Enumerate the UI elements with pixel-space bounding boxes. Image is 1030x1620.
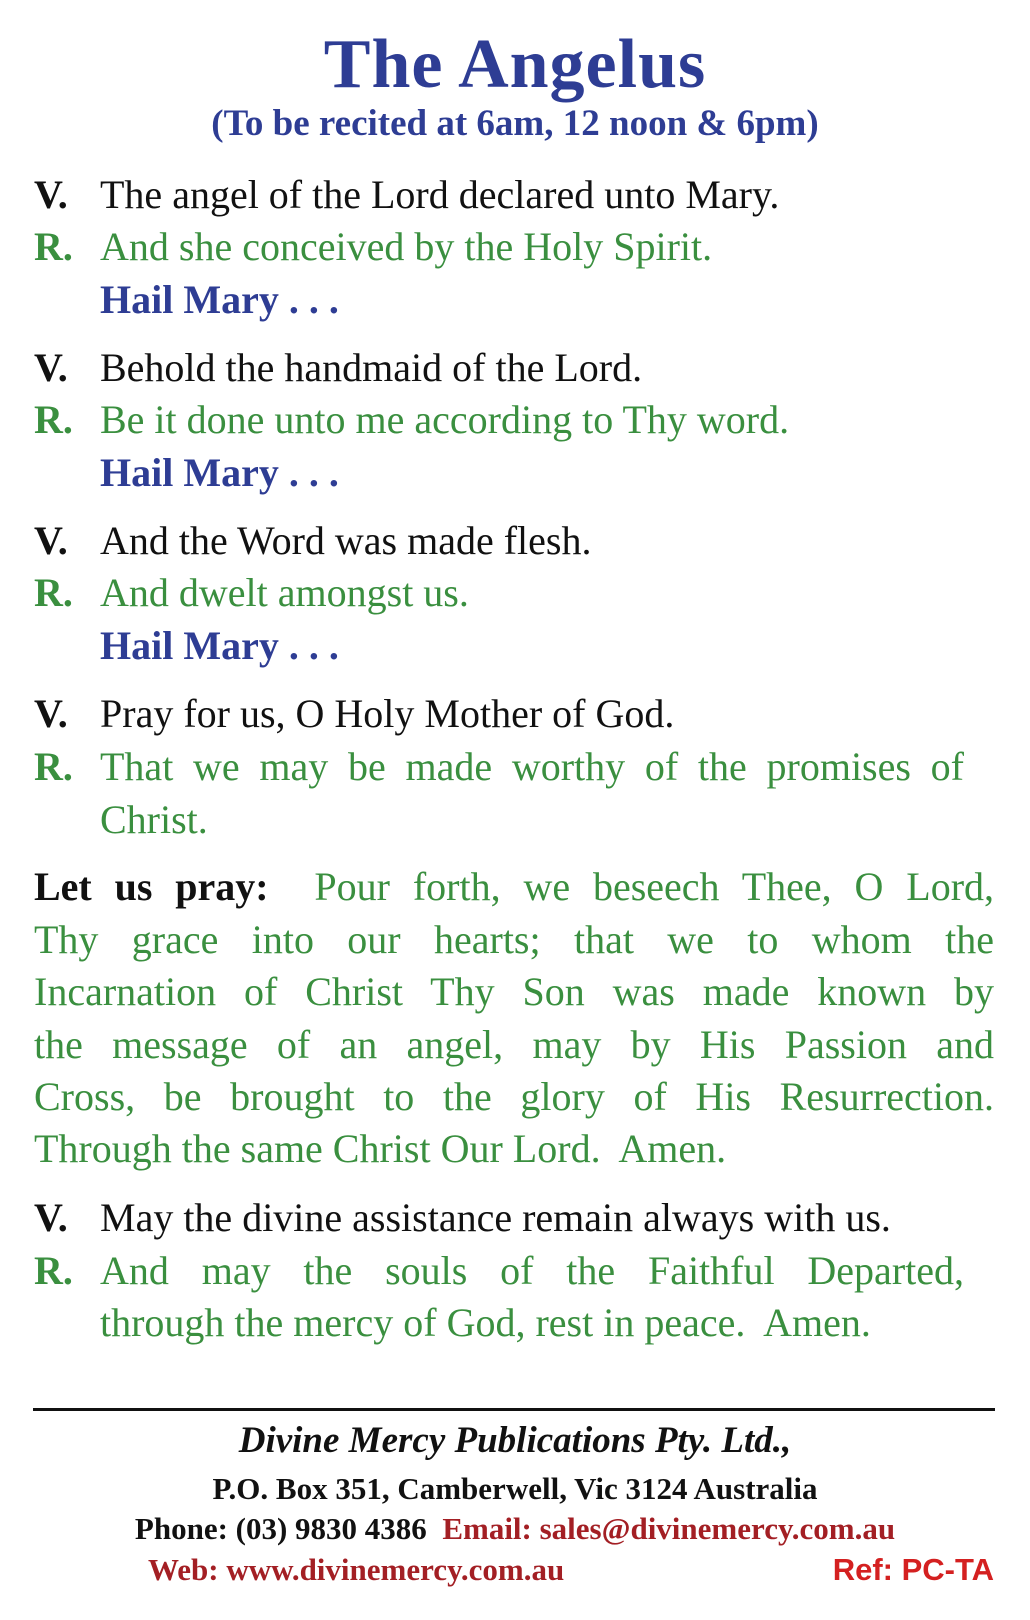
versicle-label: V. (34, 172, 68, 217)
web-link[interactable]: Web: www.divinemercy.com.au (148, 1552, 565, 1587)
prayer-line: Cross, be brought to the glory of His Resurrection. (34, 1074, 994, 1119)
response-text-continued: through the mercy of God, rest in peace. Amen. (100, 1300, 871, 1345)
response-text-continued: Christ. (100, 797, 208, 842)
response-text: That we may be made worthy of the promises of (100, 744, 964, 789)
hail-mary: Hail Mary . . . (100, 277, 339, 322)
versicle-text: And the Word was made flesh. (100, 518, 592, 563)
email-link[interactable]: Email: sales@divinemercy.com.au (442, 1511, 896, 1546)
phone-text: Phone: (03) 9830 4386 (134, 1511, 427, 1546)
versicle-text: Behold the handmaid of the Lord. (100, 345, 643, 390)
versicle-text: Pray for us, O Holy Mother of God. (100, 691, 675, 736)
prayer-line (34, 864, 995, 909)
response-text: And may the souls of the Faithful Departed, (100, 1248, 964, 1293)
prayer-line: Through the same Christ Our Lord. Amen. (34, 1126, 727, 1171)
versicle-label: V. (34, 1195, 68, 1240)
prayer-lead: Let us pray: (34, 864, 269, 909)
versicle-text: The angel of the Lord declared unto Mary. (100, 172, 780, 217)
prayer-line-text: Pour forth, we beseech Thee, O Lord, (314, 864, 995, 909)
response-text: And dwelt amongst us. (100, 570, 469, 615)
versicle-label: V. (34, 518, 68, 563)
prayer-line: Thy grace into our hearts; that we to whom the (34, 917, 994, 962)
contact-line (0, 1513, 1030, 1544)
response-text: Be it done unto me according to Thy word. (100, 397, 790, 442)
hail-mary: Hail Mary . . . (100, 623, 339, 668)
page-subtitle: (To be recited at 6am, 12 noon & 6pm) (211, 103, 819, 144)
versicle-label: V. (34, 691, 68, 736)
response-text: And she conceived by the Holy Spirit. (100, 224, 713, 269)
page-title: The Angelus (323, 26, 707, 103)
reference-code: Ref: PC-TA (832, 1552, 994, 1587)
versicle-label: V. (34, 345, 68, 390)
footer-divider (33, 1408, 995, 1411)
response-label: R. (34, 1248, 73, 1293)
response-label: R. (34, 570, 73, 615)
prayer-line: the message of an angel, may by His Passion and (34, 1022, 994, 1067)
response-label: R. (34, 224, 73, 269)
versicle-text: May the divine assistance remain always with us. (100, 1195, 891, 1240)
response-label: R. (34, 397, 73, 442)
hail-mary: Hail Mary . . . (100, 450, 339, 495)
response-label: R. (34, 744, 73, 789)
publisher-name: Divine Mercy Publications Pty. Ltd., (238, 1420, 792, 1461)
prayer-line: Incarnation of Christ Thy Son was made known by (34, 969, 994, 1014)
publisher-address: P.O. Box 351, Camberwell, Vic 3124 Australia (212, 1471, 818, 1506)
